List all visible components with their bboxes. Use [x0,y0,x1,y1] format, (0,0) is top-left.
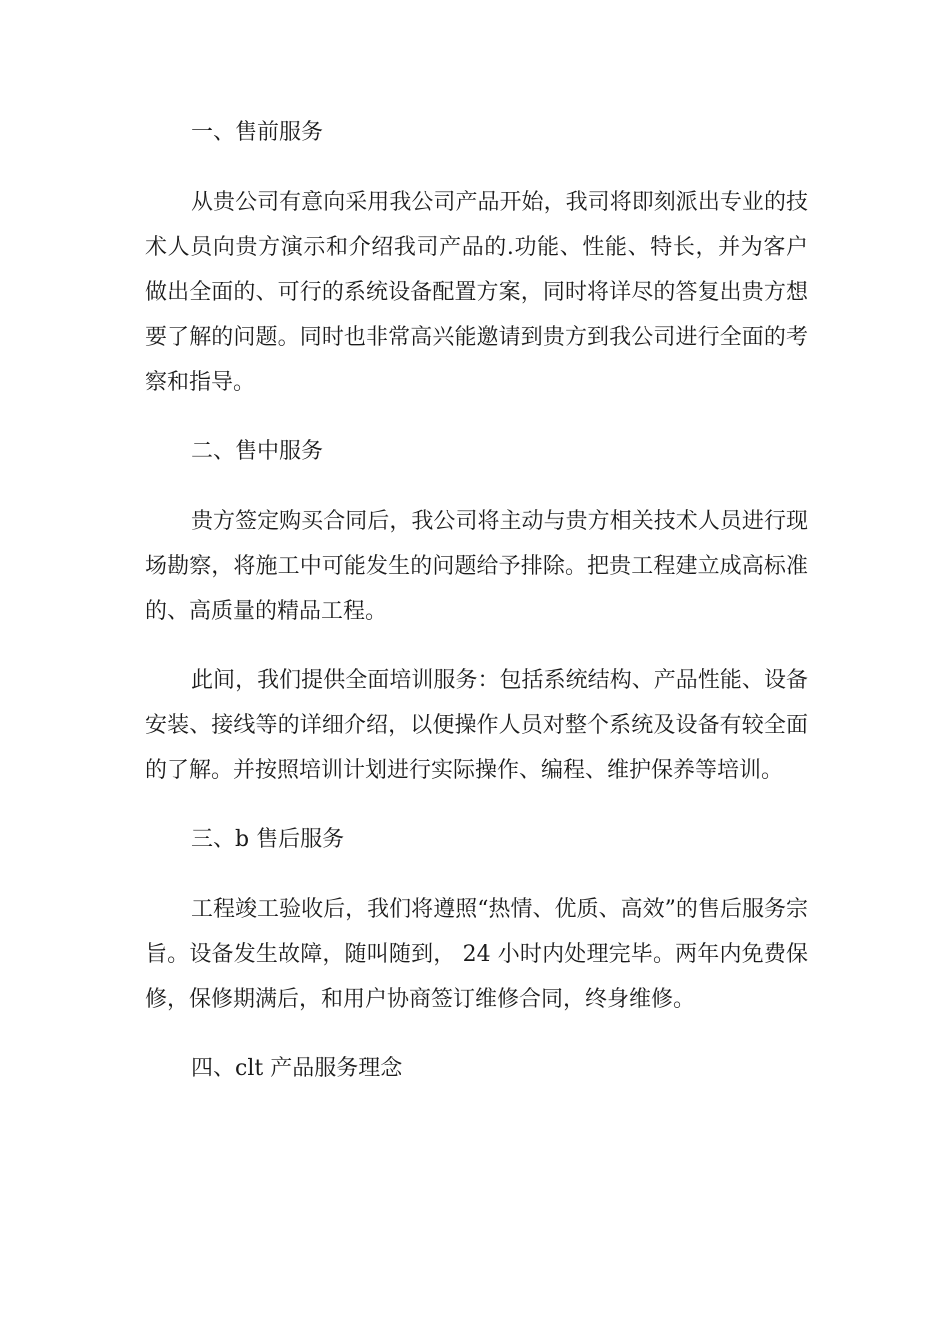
paragraph-insale-training: 此间，我们提供全面培训服务：包括系统结构、产品性能、设备安装、接线等的详细介绍，以便操作人员对整个系统及设备有较全面的了解。并按照培训计划进行实际操作、编程、维护保养等培训。 [145,668,808,783]
document-page [145,110,808,1116]
section-heading-service-concept: 四、clt 产品服务理念 [191,1056,403,1081]
paragraph-insale-contract: 贵方签定购买合同后，我公司将主动与贵方相关技术人员进行现场勘察，将施工中可能发生的问题给予排除。把贵工程建立成高标准的、高质量的精品工程。 [145,509,808,624]
section-heading-presale: 一、售前服务 [191,120,324,145]
paragraph-presale: 从贵公司有意向采用我公司产品开始，我司将即刻派出专业的技术人员向贵方演示和介绍我司产品的.功能、性能、特长，并为客户做出全面的、可行的系统设备配置方案，同时将详尽的答复出贵方想要了解的问题。同时也非常高兴能邀请到贵方到我公司进行全面的考察和指导。 [145,190,808,395]
paragraph-aftersale: 工程竣工验收后，我们将遵照“热情、优质、高效”的售后服务宗旨。设备发生故障，随叫随到， 24 小时内处理完毕。两年内免费保修，保修期满后，和用户协商签订维修合同，终身维修。 [145,897,808,1012]
section-heading-aftersale: 三、b 售后服务 [191,827,345,852]
section-heading-insale: 二、售中服务 [191,439,324,464]
